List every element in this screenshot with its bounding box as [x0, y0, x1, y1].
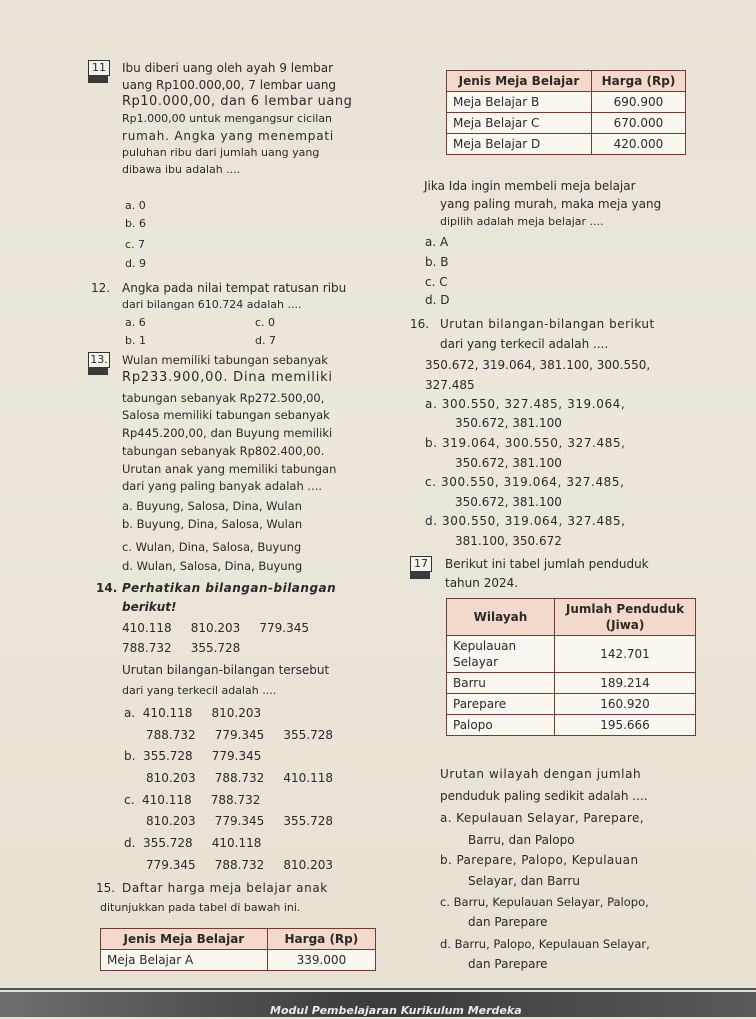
q15-line: ditunjukkan pada tabel di bawah ini. [100, 901, 301, 914]
q12-line: dari bilangan 610.724 adalah .... [122, 298, 302, 311]
q17-after-line: penduduk paling sedikit adalah .... [440, 789, 648, 803]
q16-line: Urutan bilangan-bilangan berikut [440, 317, 655, 331]
q14-option-b[interactable]: b. 355.728 779.345 [124, 749, 262, 763]
question-13-badge-tab [88, 367, 108, 375]
footer-divider [0, 988, 756, 990]
table-cell: 670.000 [591, 113, 685, 134]
q11-line: uang Rp100.000,00, 7 lembar uang [122, 78, 337, 92]
question-16-number: 16. [410, 317, 430, 331]
q15-option-b[interactable]: b. B [425, 255, 449, 269]
question-17-number: 17 [410, 556, 432, 572]
q15-after-line: Jika Ida ingin membeli meja belajar [424, 179, 636, 193]
table-cell: Meja Belajar A [101, 950, 268, 971]
q13-line: tabungan sebanyak Rp802.400,00. [122, 444, 325, 458]
table-cell: Parepare [447, 694, 555, 715]
table-header: Jumlah Penduduk (Jiwa) [555, 599, 696, 636]
q11-line: puluhan ribu dari jumlah uang yang [122, 146, 320, 159]
q11-line: Rp1.000,00 untuk mengangsur cicilan [122, 112, 333, 125]
table-header: Wilayah [447, 599, 555, 636]
q11-line: Rp10.000,00, dan 6 lembar uang [122, 94, 353, 109]
q13-line: Salosa memiliki tabungan sebanyak [122, 408, 330, 422]
q13-line: Rp445.200,00, dan Buyung memiliki [122, 426, 333, 440]
q12-option-c[interactable]: c. 0 [255, 316, 276, 329]
table-row [447, 694, 696, 715]
table-row [447, 673, 696, 694]
q16-line: 327.485 [425, 378, 475, 392]
q14-numbers: 410.118 810.203 779.345 [122, 621, 310, 635]
table-header: Harga (Rp) [267, 929, 375, 950]
q16-option-a[interactable]: a. 300.550, 327.485, 319.064, [425, 397, 626, 411]
q11-line: dibawa ibu adalah .... [122, 163, 241, 176]
q14-line: dari yang terkecil adalah .... [122, 684, 277, 697]
q17-option-c-cont: dan Parepare [468, 915, 548, 929]
q15-after-line: dipilih adalah meja belajar .... [440, 215, 604, 228]
q13-option-b[interactable]: b. Buyung, Dina, Salosa, Wulan [122, 517, 303, 531]
table-cell: 420.000 [591, 134, 685, 155]
q16-option-b[interactable]: b. 319.064, 300.550, 327.485, [425, 436, 626, 450]
q17-option-a-cont: Barru, dan Palopo [468, 833, 575, 847]
question-15-number: 15. [96, 881, 116, 895]
table-cell: Meja Belajar D [447, 134, 592, 155]
question-13-number: 13. [88, 352, 110, 368]
q11-option-d[interactable]: d. 9 [125, 257, 146, 270]
q17-line: tahun 2024. [445, 576, 519, 590]
table-row [447, 636, 696, 673]
q17-option-c[interactable]: c. Barru, Kepulauan Selayar, Palopo, [440, 895, 649, 909]
table-cell: 339.000 [267, 950, 375, 971]
question-11-number: 11 [88, 60, 110, 76]
q14-option-c[interactable]: c. 410.118 788.732 [124, 793, 261, 807]
q14-option-a[interactable]: a. 410.118 810.203 [124, 706, 262, 720]
q14-option-c-cont: 810.203 779.345 355.728 [146, 814, 334, 828]
table-header: Jenis Meja Belajar [447, 71, 592, 92]
q17-option-d-cont: dan Parepare [468, 957, 548, 971]
table-cell: 189.214 [555, 673, 696, 694]
q11-option-a[interactable]: a. 0 [125, 199, 146, 212]
q11-option-c[interactable]: c. 7 [125, 238, 146, 251]
q14-option-b-cont: 810.203 788.732 410.118 [146, 771, 334, 785]
q13-line: dari yang paling banyak adalah .... [122, 479, 323, 493]
q17-option-d[interactable]: d. Barru, Palopo, Kepulauan Selayar, [440, 937, 650, 951]
table-row [447, 134, 686, 155]
table-row [447, 715, 696, 736]
table-cell: Meja Belajar B [447, 92, 592, 113]
q16-option-a-cont: 350.672, 381.100 [455, 416, 562, 430]
q14-title: berikut! [122, 600, 177, 614]
table-cell: 195.666 [555, 715, 696, 736]
footer-title: Modul Pembelajaran Kurikulum Merdeka [270, 1004, 522, 1017]
q12-option-b[interactable]: b. 1 [125, 334, 146, 347]
q14-option-a-cont: 788.732 779.345 355.728 [146, 728, 334, 742]
q15-line: Daftar harga meja belajar anak [122, 881, 328, 895]
table-row [101, 950, 376, 971]
q16-option-d[interactable]: d. 300.550, 319.064, 327.485, [425, 514, 626, 528]
question-14-number: 14. [96, 581, 118, 595]
q13-line: Urutan anak yang memiliki tabungan [122, 462, 337, 476]
q12-option-a[interactable]: a. 6 [125, 316, 146, 329]
q16-option-c[interactable]: c. 300.550, 319.064, 327.485, [425, 475, 625, 489]
q16-option-c-cont: 350.672, 381.100 [455, 495, 562, 509]
q15-option-c[interactable]: c. C [425, 275, 448, 289]
table-cell: 690.900 [591, 92, 685, 113]
q13-line: Wulan memiliki tabungan sebanyak [122, 353, 328, 367]
q13-option-c[interactable]: c. Wulan, Dina, Salosa, Buyung [122, 540, 302, 554]
question-17-badge-tab [410, 571, 430, 579]
q13-line: Rp233.900,00. Dina memiliki [122, 370, 333, 385]
q12-option-d[interactable]: d. 7 [255, 334, 276, 347]
table-row [447, 113, 686, 134]
table-header: Harga (Rp) [591, 71, 685, 92]
question-12-number: 12. [91, 281, 111, 295]
q14-title: Perhatikan bilangan-bilangan [122, 581, 337, 595]
q12-line: Angka pada nilai tempat ratusan ribu [122, 281, 347, 295]
question-11-badge-tab [88, 75, 108, 83]
table-cell: 160.920 [555, 694, 696, 715]
q11-line: rumah. Angka yang menempati [122, 129, 335, 143]
q14-option-d-cont: 779.345 788.732 810.203 [146, 858, 334, 872]
table-cell: Barru [447, 673, 555, 694]
q13-option-a[interactable]: a. Buyung, Salosa, Dina, Wulan [122, 499, 302, 513]
price-table-a [100, 928, 376, 971]
q14-numbers: 788.732 355.728 [122, 641, 241, 655]
q14-line: Urutan bilangan-bilangan tersebut [122, 663, 330, 677]
table-cell: Palopo [447, 715, 555, 736]
q17-after-line: Urutan wilayah dengan jumlah [440, 767, 642, 781]
q15-option-d[interactable]: d. D [425, 293, 450, 307]
table-row [447, 92, 686, 113]
q17-option-b-cont: Selayar, dan Barru [468, 874, 580, 888]
q13-option-d[interactable]: d. Wulan, Salosa, Dina, Buyung [122, 559, 303, 573]
table-cell: 142.701 [555, 636, 696, 673]
q11-line: Ibu diberi uang oleh ayah 9 lembar [122, 61, 334, 75]
q14-option-d[interactable]: d. 355.728 410.118 [124, 836, 262, 850]
q16-line: 350.672, 319.064, 381.100, 300.550, [425, 358, 651, 372]
q11-option-b[interactable]: b. 6 [125, 217, 146, 230]
table-cell: Kepulauan Selayar [447, 636, 555, 673]
q16-option-b-cont: 350.672, 381.100 [455, 456, 562, 470]
table-cell: Meja Belajar C [447, 113, 592, 134]
price-table-bcd [446, 70, 686, 155]
q13-line: tabungan sebanyak Rp272.500,00, [122, 391, 325, 405]
q15-after-line: yang paling murah, maka meja yang [440, 197, 662, 211]
table-header: Jenis Meja Belajar [101, 929, 268, 950]
q17-option-a[interactable]: a. Kepulauan Selayar, Parepare, [440, 811, 644, 825]
q17-line: Berikut ini tabel jumlah penduduk [445, 557, 649, 571]
population-table [446, 598, 696, 736]
q15-option-a[interactable]: a. A [425, 235, 449, 249]
q17-option-b[interactable]: b. Parepare, Palopo, Kepulauan [440, 853, 639, 867]
q16-option-d-cont: 381.100, 350.672 [455, 534, 562, 548]
q16-line: dari yang terkecil adalah .... [440, 337, 609, 351]
